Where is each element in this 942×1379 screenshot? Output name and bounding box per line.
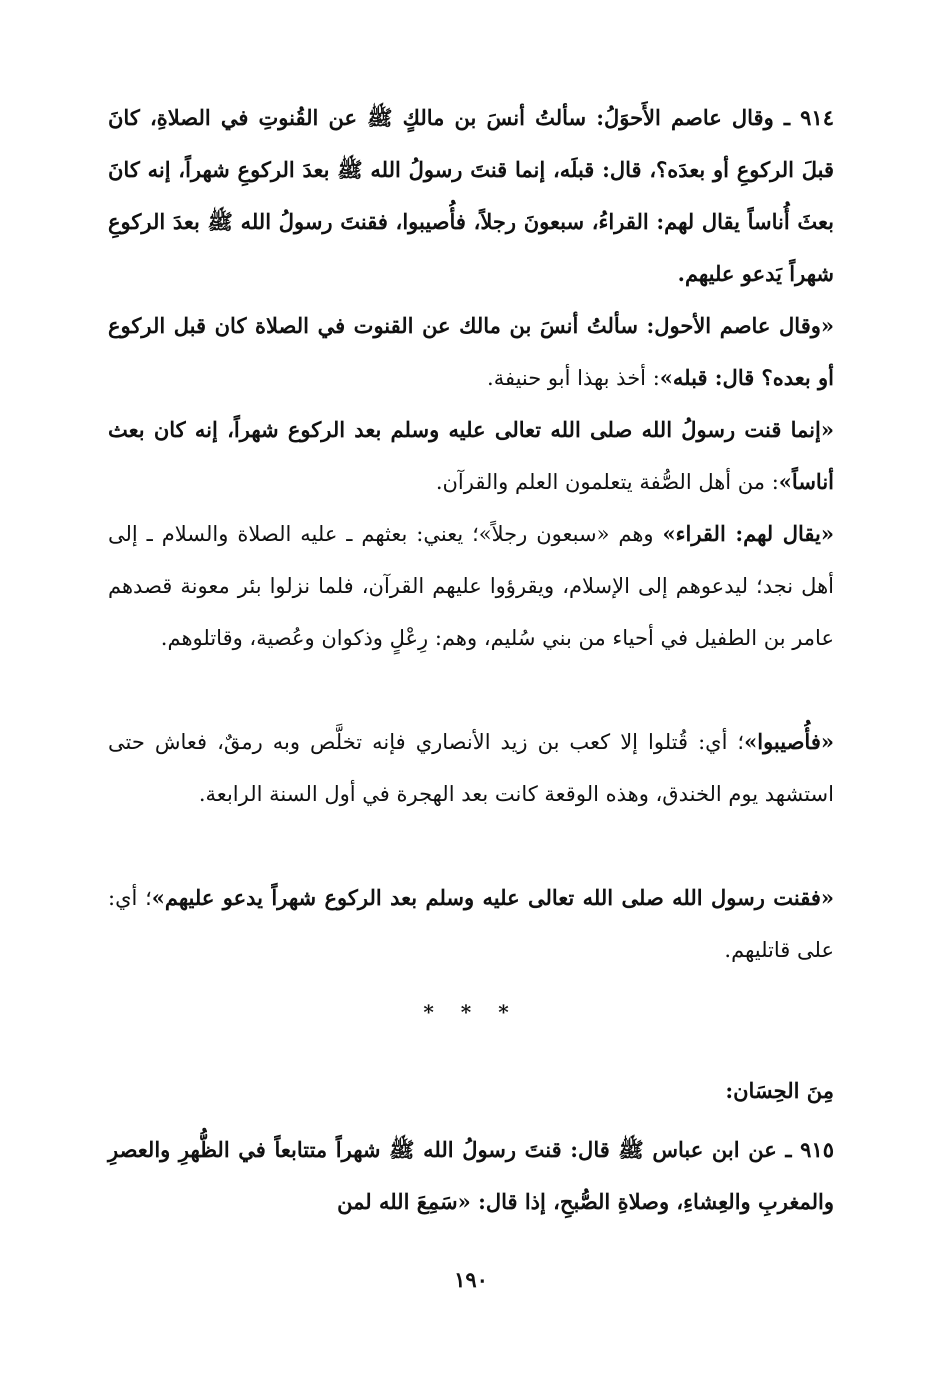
commentary-text: ؛ أي: قُتلوا إلا كعب بن زيد الأنصاري فإنه تخلَّص وبه رمقٌ، فعاش حتى استشهد يوم الخندق، وهذه الوقعة كانت بعد الهجرة في أول السنة الرابعة. <box>108 730 834 806</box>
commentary-paragraph <box>108 404 834 508</box>
commentary-quote: «فقنت رسول الله صلى الله تعالى عليه وسلم بعد الركوع شهراً يدعو عليهم» <box>151 885 834 910</box>
hadith-914: ٩١٤ ـ وقال عاصم الأَحوَلُ: سألتُ أنسَ بن مالكٍ ﷺ عن القُنوتِ في الصلاةِ، كانَ قبلَ الركوعِ أو بعدَه؟، قال: قبلَه، إنما قنتَ رسولُ الله ﷺ بعدَ الركوعِ شهراً، إنه كانَ بعثَ أُناساً يقال لهم: القراءُ، سبعونَ رجلاً، فأُصيبوا، فقنتَ رسولُ الله ﷺ بعدَ الركوعِ شهراً يَدعو عليهم. <box>108 105 834 286</box>
commentary-paragraph <box>108 872 834 976</box>
hadith-915: ٩١٥ ـ عن ابن عباس ﷺ قال: قنتَ رسولُ الله ﷺ شهراً متتابعاً في الظُّهرِ والعصرِ والمغربِ والعِشاءِ، وصلاةِ الصُّبحِ، إذا قال: «سَمِعَ الله لمن <box>108 1137 835 1214</box>
page-number: ١٩٠ <box>454 1267 488 1292</box>
commentary-text: : أخذ بهذا أبو حنيفة. <box>487 366 660 390</box>
section-heading: مِنَ الحِسَان: <box>725 1078 834 1103</box>
commentary-paragraph <box>108 508 834 664</box>
commentary-quote: «يقال لهم: القراء» <box>662 521 834 546</box>
commentary-paragraph <box>108 300 834 404</box>
commentary-paragraph <box>108 716 834 820</box>
commentary-quote: «فأُصيبوا» <box>744 729 834 754</box>
commentary-text: : من أهل الصُّفة يتعلمون العلم والقرآن. <box>435 470 779 494</box>
commentary-text: وهم «سبعون رجلاً»؛ يعني: بعثهم ـ عليه الصلاة والسلام ـ إلى أهل نجد؛ ليدعوهم إلى الإسلام، ويقرؤوا عليهم القرآن، فلما نزلوا بئر معونة قصدهم عامر بن الطفيل في أحياء من بني سُليم، وهم: رِعْلٍ وذكوان وعُصية، وقاتلوهم. <box>108 522 834 650</box>
section-separator: * * * <box>423 1000 519 1024</box>
commentary-quote: «وقال عاصم الأحول: سألتُ أنسَ بن مالك عن القنوت في الصلاة كان قبل الركوع أو بعده؟ قال: قبله» <box>108 313 834 390</box>
commentary-text: ؛ أي: على قاتليهم. <box>108 886 834 962</box>
commentary-quote: «إنما قنت رسولُ الله صلى الله تعالى عليه وسلم بعد الركوع شهراً، إنه كان بعث أناساً» <box>108 417 834 494</box>
